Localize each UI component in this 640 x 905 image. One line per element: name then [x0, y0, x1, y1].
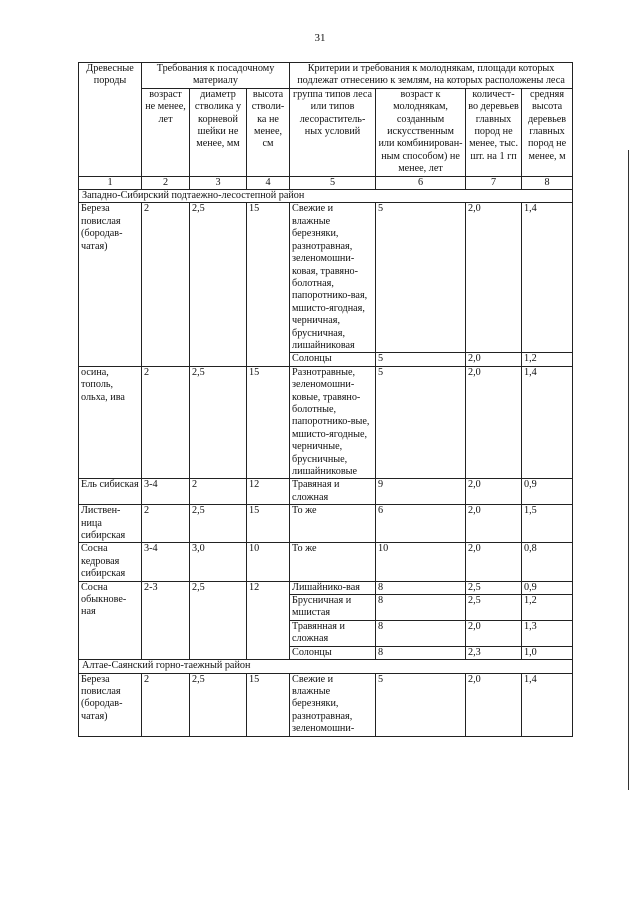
count-cell: 2,5 — [466, 581, 522, 594]
diameter-cell: 2,5 — [190, 366, 247, 479]
species-cell: Береза повислая (бородав-чатая) — [79, 673, 142, 736]
diameter-cell: 2,5 — [190, 505, 247, 543]
avg-height-cell: 1,0 — [522, 646, 573, 659]
page-number: 31 — [314, 32, 326, 44]
avg-height-cell: 0,9 — [522, 581, 573, 594]
avg-height-cell: 0,9 — [522, 479, 573, 505]
count-cell: 2,0 — [466, 353, 522, 366]
young-age-cell: 5 — [376, 366, 466, 479]
age-cell: 3-4 — [142, 543, 190, 581]
age-cell: 2 — [142, 366, 190, 479]
height-cell: 10 — [247, 543, 290, 581]
header-planting-req: Требования к посадочному материалу — [142, 63, 290, 89]
height-cell: 12 — [247, 581, 290, 659]
page-edge-line — [628, 150, 629, 790]
count-cell: 2,0 — [466, 366, 522, 479]
header-diameter: диаметр стволика у корневой шейки не менее, мм — [190, 88, 247, 176]
young-age-cell: 9 — [376, 479, 466, 505]
forest-group-cell: Брусничная и мшистая — [290, 595, 376, 621]
table-row — [79, 543, 573, 581]
diameter-cell: 2,5 — [190, 203, 247, 366]
header-young-age: возраст к молоднякам, созданным искусственным или комбинирован-ным способом) не менее, лет — [376, 88, 466, 176]
species-cell: Ель сибиская — [79, 479, 142, 505]
height-cell: 15 — [247, 673, 290, 736]
header-row-2 — [79, 88, 573, 176]
section-row — [79, 660, 573, 673]
young-age-cell: 8 — [376, 581, 466, 594]
col-number: 7 — [466, 176, 522, 189]
avg-height-cell: 1,2 — [522, 595, 573, 621]
forest-group-cell: Свежие и влажные березняки, разнотравная, зеленомошни- — [290, 673, 376, 736]
count-cell: 2,5 — [466, 595, 522, 621]
col-number: 3 — [190, 176, 247, 189]
col-number: 5 — [290, 176, 376, 189]
column-numbers-row — [79, 176, 573, 189]
young-age-cell: 6 — [376, 505, 466, 543]
table-row — [79, 505, 573, 543]
header-forest-group: группа типов леса или типов лесораститель-ных условий — [290, 88, 376, 176]
table-row — [79, 203, 573, 353]
species-cell: Сосна кедровая сибирская — [79, 543, 142, 581]
diameter-cell: 2,5 — [190, 673, 247, 736]
forest-group-cell: Солонцы — [290, 353, 376, 366]
height-cell: 15 — [247, 366, 290, 479]
young-age-cell: 5 — [376, 203, 466, 353]
col-number: 6 — [376, 176, 466, 189]
table-row — [79, 673, 573, 736]
avg-height-cell: 1,2 — [522, 353, 573, 366]
diameter-cell: 3,0 — [190, 543, 247, 581]
table-row — [79, 581, 573, 594]
forest-group-cell: То же — [290, 505, 376, 543]
height-cell: 15 — [247, 505, 290, 543]
col-number: 8 — [522, 176, 573, 189]
avg-height-cell: 1,4 — [522, 673, 573, 736]
species-cell: Сосна обыкнове-ная — [79, 581, 142, 659]
section-title: Западно-Сибирский подтаежно-лесостепной район — [79, 190, 573, 203]
age-cell: 2 — [142, 505, 190, 543]
avg-height-cell: 1,4 — [522, 366, 573, 479]
forest-requirements-table — [78, 62, 573, 737]
young-age-cell: 5 — [376, 673, 466, 736]
avg-height-cell: 0,8 — [522, 543, 573, 581]
forest-group-cell: То же — [290, 543, 376, 581]
table-row — [79, 366, 573, 479]
height-cell: 15 — [247, 203, 290, 366]
header-age: возраст не менее, лет — [142, 88, 190, 176]
count-cell: 2,0 — [466, 620, 522, 646]
section-title: Алтае-Саянский горно-таежный район — [79, 660, 573, 673]
diameter-cell: 2,5 — [190, 581, 247, 659]
avg-height-cell: 1,5 — [522, 505, 573, 543]
age-cell: 2-3 — [142, 581, 190, 659]
young-age-cell: 5 — [376, 353, 466, 366]
col-number: 1 — [79, 176, 142, 189]
species-cell: Береза повислая (бородав-чатая) — [79, 203, 142, 366]
forest-group-cell: Травянная и сложная — [290, 620, 376, 646]
avg-height-cell: 1,3 — [522, 620, 573, 646]
species-cell: Листвен-ница сибирская — [79, 505, 142, 543]
count-cell: 2,0 — [466, 203, 522, 353]
avg-height-cell: 1,4 — [522, 203, 573, 353]
count-cell: 2,0 — [466, 479, 522, 505]
species-cell: осина, тополь, ольха, ива — [79, 366, 142, 479]
young-age-cell: 10 — [376, 543, 466, 581]
young-age-cell: 8 — [376, 646, 466, 659]
young-age-cell: 8 — [376, 595, 466, 621]
count-cell: 2,3 — [466, 646, 522, 659]
header-avg-height: средняя высота деревьев главных пород не менее, м — [522, 88, 573, 176]
col-number: 4 — [247, 176, 290, 189]
forest-group-cell: Разнотравные, зеленомошни-ковые, травяно-болотные, папоротнико-вые, мшисто-ягодные, черничные, брусничные, лишайниковые — [290, 366, 376, 479]
age-cell: 2 — [142, 203, 190, 366]
header-count: количест-во деревьев главных пород не менее, тыс. шт. на 1 гп — [466, 88, 522, 176]
col-number: 2 — [142, 176, 190, 189]
header-row-1 — [79, 63, 573, 89]
header-young-criteria: Критерии и требования к молоднякам, площади которых подлежат отнесению к землям, на которых расположены леса — [290, 63, 573, 89]
forest-group-cell: Лишайнико-вая — [290, 581, 376, 594]
section-row — [79, 190, 573, 203]
count-cell: 2,0 — [466, 505, 522, 543]
forest-group-cell: Свежие и влажные березняки, разнотравная, зеленомошни-ковая, травяно-болотная, папоротнико-вая, мшисто-ягодная, черничная, брусничная, лишайниковая — [290, 203, 376, 353]
diameter-cell: 2 — [190, 479, 247, 505]
age-cell: 3-4 — [142, 479, 190, 505]
header-height: высота стволи-ка не менее, см — [247, 88, 290, 176]
count-cell: 2,0 — [466, 673, 522, 736]
forest-group-cell: Солонцы — [290, 646, 376, 659]
header-species: Древесные породы — [79, 63, 142, 177]
count-cell: 2,0 — [466, 543, 522, 581]
forest-group-cell: Травяная и сложная — [290, 479, 376, 505]
age-cell: 2 — [142, 673, 190, 736]
young-age-cell: 8 — [376, 620, 466, 646]
table-row — [79, 479, 573, 505]
height-cell: 12 — [247, 479, 290, 505]
